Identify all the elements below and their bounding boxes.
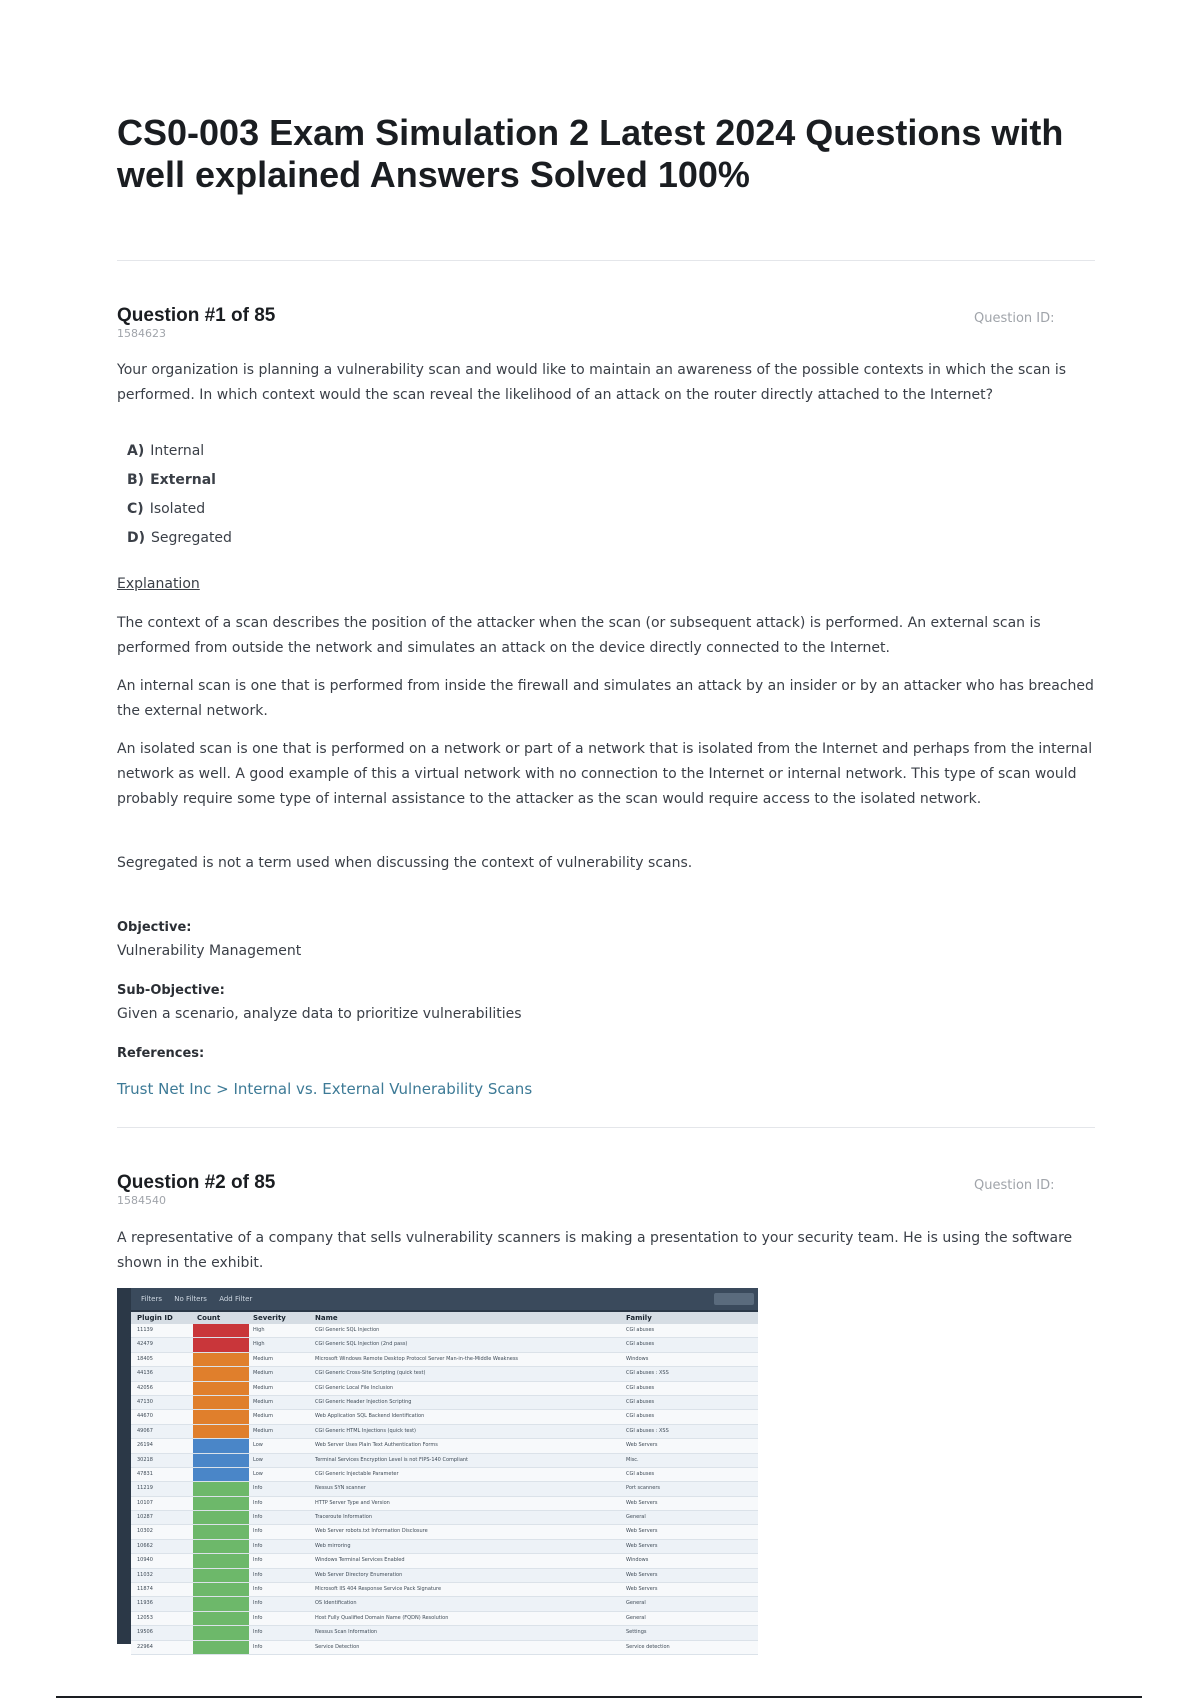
- plugin-id-cell: 42056: [137, 1384, 153, 1391]
- family-cell: CGI abuses : XSS: [626, 1427, 669, 1434]
- count-bar: [193, 1612, 249, 1625]
- severity-cell: Info: [253, 1557, 263, 1564]
- table-row[interactable]: [131, 1425, 758, 1439]
- plugin-id-cell: 26194: [137, 1442, 153, 1449]
- family-cell: Web Servers: [626, 1571, 658, 1578]
- count-bar: [193, 1410, 249, 1423]
- name-cell: Web Application SQL Backend Identification: [315, 1413, 425, 1420]
- plugin-id-cell: 10940: [137, 1557, 153, 1564]
- references-label: References:: [117, 1046, 205, 1061]
- plugin-id-cell: 22964: [137, 1643, 153, 1650]
- count-bar: [193, 1554, 249, 1567]
- table-row[interactable]: [131, 1497, 758, 1511]
- question-1-text: Your organization is planning a vulnerability scan and would like to maintain an awareness of the possible contexts in which the scan is performed. In which context would the scan reveal the likelihood of an attack on the router directly attached to the Internet?: [117, 362, 1067, 403]
- plugin-id-cell: 49067: [137, 1427, 153, 1434]
- name-cell: Microsoft IIS 404 Response Service Pack Signature: [315, 1586, 442, 1593]
- explanation-paragraph: An isolated scan is one that is performed on a network or part of a network that is isolated from the Internet and perhaps from the internal network as well. A good example of this a virtual network with no connection to the Internet or internal network. This type of scan would probably require some type of internal assistance to the attacker as the scan would require access to the isolated network.: [117, 741, 1093, 807]
- family-cell: General: [626, 1614, 646, 1621]
- table-row[interactable]: [131, 1626, 758, 1640]
- plugin-id-cell: 18405: [137, 1355, 153, 1362]
- table-row[interactable]: [131, 1439, 758, 1453]
- explanation-paragraph: The context of a scan describes the position of the attacker when the scan (or subsequent attack) is performed. An external scan is performed from outside the network and simulates an attack on the device directly connected to the Internet.: [117, 615, 1041, 656]
- plugin-id-cell: 47130: [137, 1398, 153, 1405]
- no-filters-tab[interactable]: No Filters: [174, 1295, 207, 1303]
- family-cell: Service detection: [626, 1643, 670, 1650]
- table-row[interactable]: [131, 1612, 758, 1626]
- option-text: Isolated: [149, 501, 206, 517]
- family-cell: CGI abuses: [626, 1413, 655, 1420]
- table-row[interactable]: [131, 1641, 758, 1655]
- name-cell: Terminal Services Encryption Level is not FIPS-140 Compliant: [315, 1456, 469, 1463]
- severity-cell: Info: [253, 1485, 263, 1492]
- plugin-id-cell: 11936: [137, 1600, 153, 1607]
- family-cell: Windows: [626, 1355, 649, 1362]
- table-row[interactable]: [131, 1338, 758, 1352]
- option-letter: B): [127, 472, 145, 488]
- column-severity[interactable]: Severity: [253, 1314, 286, 1322]
- plugin-id-cell: 44136: [137, 1370, 153, 1377]
- count-bar: [193, 1439, 249, 1452]
- family-cell: CGI abuses: [626, 1384, 655, 1391]
- option-text-correct: External: [150, 472, 216, 488]
- option-letter: A): [127, 443, 145, 459]
- severity-cell: Low: [253, 1456, 263, 1463]
- section-divider: [117, 260, 1095, 261]
- name-cell: Windows Terminal Services Enabled: [315, 1557, 405, 1564]
- option-d[interactable]: [127, 524, 232, 553]
- plugin-id-cell: 10302: [137, 1528, 153, 1535]
- count-bar: [193, 1425, 249, 1438]
- column-count[interactable]: Count: [197, 1314, 221, 1322]
- plugin-id-cell: 12053: [137, 1614, 153, 1621]
- count-bar: [193, 1324, 249, 1337]
- question-1-id-label: Question ID:: [974, 311, 1055, 326]
- filters-tab[interactable]: Filters: [141, 1295, 162, 1303]
- severity-cell: Medium: [253, 1427, 273, 1434]
- count-bar: [193, 1597, 249, 1610]
- option-a[interactable]: [127, 437, 232, 466]
- plugin-id-cell: 11032: [137, 1571, 153, 1578]
- table-row[interactable]: [131, 1482, 758, 1496]
- count-bar: [193, 1468, 249, 1481]
- question-2-text: A representative of a company that sells vulnerability scanners is making a presentation to your security team. He is using the software shown in the exhibit.: [117, 1230, 1073, 1271]
- exhibit-table-body: [131, 1324, 758, 1655]
- table-row[interactable]: [131, 1382, 758, 1396]
- name-cell: Traceroute Information: [315, 1514, 373, 1521]
- severity-cell: Info: [253, 1514, 263, 1521]
- severity-cell: Info: [253, 1499, 263, 1506]
- name-cell: CGI Generic SQL Injection (2nd pass): [315, 1341, 408, 1348]
- table-row[interactable]: [131, 1569, 758, 1583]
- plugin-id-cell: 10662: [137, 1542, 153, 1549]
- severity-cell: Info: [253, 1528, 263, 1535]
- page-bottom-rule: [56, 1696, 1142, 1698]
- name-cell: Web Server robots.txt Information Disclosure: [315, 1528, 428, 1535]
- family-cell: Web Servers: [626, 1528, 658, 1535]
- severity-cell: Medium: [253, 1384, 273, 1391]
- severity-cell: Info: [253, 1586, 263, 1593]
- severity-cell: Info: [253, 1643, 263, 1650]
- question-2-id-label: Question ID:: [974, 1178, 1055, 1193]
- table-row[interactable]: [131, 1410, 758, 1424]
- name-cell: CGI Generic Cross-Site Scripting (quick test): [315, 1370, 426, 1377]
- family-cell: Windows: [626, 1557, 649, 1564]
- question-2-id-number: 1584540: [117, 1194, 166, 1207]
- count-bar: [193, 1583, 249, 1596]
- name-cell: HTTP Server Type and Version: [315, 1499, 390, 1506]
- family-cell: CGI abuses : XSS: [626, 1370, 669, 1377]
- table-row[interactable]: [131, 1468, 758, 1482]
- name-cell: CGI Generic Injectable Parameter: [315, 1470, 399, 1477]
- table-row[interactable]: [131, 1396, 758, 1410]
- question-1-heading: Question #1 of 85: [117, 305, 276, 326]
- count-bar: [193, 1641, 249, 1654]
- plugin-id-cell: 30218: [137, 1456, 153, 1463]
- question-1-options: [127, 437, 232, 553]
- table-row[interactable]: [131, 1540, 758, 1554]
- name-cell: Web mirroring: [315, 1542, 351, 1549]
- family-cell: General: [626, 1514, 646, 1521]
- name-cell: Web Server Uses Plain Text Authentication Forms: [315, 1442, 438, 1449]
- severity-cell: Medium: [253, 1398, 273, 1405]
- count-bar: [193, 1497, 249, 1510]
- objective-value: Vulnerability Management: [117, 943, 302, 959]
- plugin-id-cell: 11139: [137, 1327, 153, 1333]
- severity-cell: Medium: [253, 1370, 273, 1377]
- severity-cell: Info: [253, 1542, 263, 1549]
- option-text: Segregated: [151, 530, 232, 546]
- table-row[interactable]: [131, 1324, 758, 1338]
- severity-cell: Low: [253, 1442, 263, 1449]
- table-row[interactable]: [131, 1454, 758, 1468]
- severity-cell: High: [253, 1341, 265, 1348]
- family-cell: Web Servers: [626, 1499, 658, 1506]
- clear-filters-button[interactable]: [714, 1293, 754, 1305]
- exhibit-screenshot: [117, 1288, 758, 1650]
- plugin-id-cell: 10107: [137, 1499, 153, 1506]
- name-cell: Microsoft Windows Remote Desktop Protocol Server Man-in-the-Middle Weakness: [315, 1355, 519, 1362]
- count-bar: [193, 1367, 249, 1380]
- count-bar: [193, 1382, 249, 1395]
- column-family[interactable]: Family: [626, 1314, 652, 1322]
- family-cell: Web Servers: [626, 1586, 658, 1593]
- severity-cell: Medium: [253, 1413, 273, 1420]
- count-bar: [193, 1525, 249, 1538]
- count-bar: [193, 1569, 249, 1582]
- family-cell: CGI abuses: [626, 1398, 655, 1405]
- explanation-paragraph: An internal scan is one that is performed from inside the firewall and simulates an attack by an insider or by an attacker who has breached the external network.: [117, 678, 1094, 719]
- exhibit-table-header: [131, 1312, 758, 1324]
- page-title: CS0-003 Exam Simulation 2 Latest 2024 Questions with well explained Answers Solved 100%: [117, 112, 1064, 195]
- family-cell: Port scanners: [626, 1485, 660, 1492]
- count-bar: [193, 1338, 249, 1351]
- name-cell: Service Detection: [315, 1643, 360, 1650]
- table-row[interactable]: [131, 1367, 758, 1381]
- name-cell: CGI Generic HTML Injections (quick test): [315, 1427, 417, 1434]
- plugin-id-cell: 11219: [137, 1485, 153, 1492]
- table-row[interactable]: [131, 1511, 758, 1525]
- severity-cell: Medium: [253, 1355, 273, 1362]
- family-cell: Settings: [626, 1629, 647, 1636]
- plugin-id-cell: 19506: [137, 1629, 153, 1636]
- severity-cell: Info: [253, 1600, 263, 1607]
- plugin-id-cell: 11874: [137, 1586, 153, 1593]
- plugin-id-cell: 42479: [137, 1341, 153, 1348]
- plugin-id-cell: 10287: [137, 1514, 153, 1521]
- section-divider: [117, 1127, 1095, 1128]
- option-letter: C): [127, 501, 144, 517]
- severity-cell: Info: [253, 1571, 263, 1578]
- explanation-paragraph: Segregated is not a term used when discussing the context of vulnerability scans.: [117, 855, 693, 871]
- subobjective-value: Given a scenario, analyze data to prioritize vulnerabilities: [117, 1006, 522, 1022]
- family-cell: CGI abuses: [626, 1470, 655, 1477]
- severity-cell: High: [253, 1327, 265, 1333]
- explanation-link[interactable]: Explanation: [117, 576, 200, 592]
- count-bar: [193, 1454, 249, 1467]
- question-1-id-number: 1584623: [117, 327, 166, 340]
- table-row[interactable]: [131, 1525, 758, 1539]
- objective-label: Objective:: [117, 920, 192, 935]
- severity-cell: Info: [253, 1629, 263, 1636]
- count-bar: [193, 1353, 249, 1366]
- column-plugin-id[interactable]: Plugin ID: [137, 1314, 173, 1322]
- option-text: Internal: [150, 443, 205, 459]
- name-cell: OS Identification: [315, 1600, 357, 1607]
- name-cell: CGI Generic SQL Injection: [315, 1327, 380, 1333]
- severity-cell: Low: [253, 1470, 263, 1477]
- name-cell: Nessus Scan Information: [315, 1629, 378, 1636]
- reference-link[interactable]: Trust Net Inc > Internal vs. External Vulnerability Scans: [117, 1080, 533, 1098]
- count-bar: [193, 1511, 249, 1524]
- name-cell: Host Fully Qualified Domain Name (FQDN) Resolution: [315, 1614, 449, 1621]
- option-c[interactable]: [127, 495, 232, 524]
- family-cell: General: [626, 1600, 646, 1607]
- plugin-id-cell: 44670: [137, 1413, 153, 1420]
- name-cell: CGI Generic Local File Inclusion: [315, 1384, 394, 1391]
- family-cell: CGI abuses: [626, 1341, 655, 1348]
- count-bar: [193, 1482, 249, 1495]
- count-bar: [193, 1396, 249, 1409]
- exhibit-toolbar: [131, 1288, 758, 1310]
- subobjective-label: Sub-Objective:: [117, 983, 225, 998]
- column-name[interactable]: Name: [315, 1314, 338, 1322]
- table-row[interactable]: [131, 1597, 758, 1611]
- family-cell: Misc.: [626, 1456, 639, 1463]
- table-row[interactable]: [131, 1554, 758, 1568]
- question-2-heading: Question #2 of 85: [117, 1172, 276, 1193]
- severity-cell: Info: [253, 1614, 263, 1621]
- name-cell: Nessus SYN scanner: [315, 1485, 366, 1492]
- family-cell: Web Servers: [626, 1542, 658, 1549]
- table-row[interactable]: [131, 1583, 758, 1597]
- family-cell: CGI abuses: [626, 1327, 655, 1333]
- count-bar: [193, 1540, 249, 1553]
- plugin-id-cell: 47831: [137, 1470, 153, 1477]
- name-cell: Web Server Directory Enumeration: [315, 1571, 403, 1578]
- count-bar: [193, 1626, 249, 1639]
- name-cell: CGI Generic Header Injection Scripting: [315, 1398, 412, 1405]
- add-filter-button[interactable]: Add Filter: [219, 1295, 253, 1303]
- family-cell: Web Servers: [626, 1442, 658, 1449]
- table-row[interactable]: [131, 1353, 758, 1367]
- option-b[interactable]: [127, 466, 232, 495]
- option-letter: D): [127, 530, 146, 546]
